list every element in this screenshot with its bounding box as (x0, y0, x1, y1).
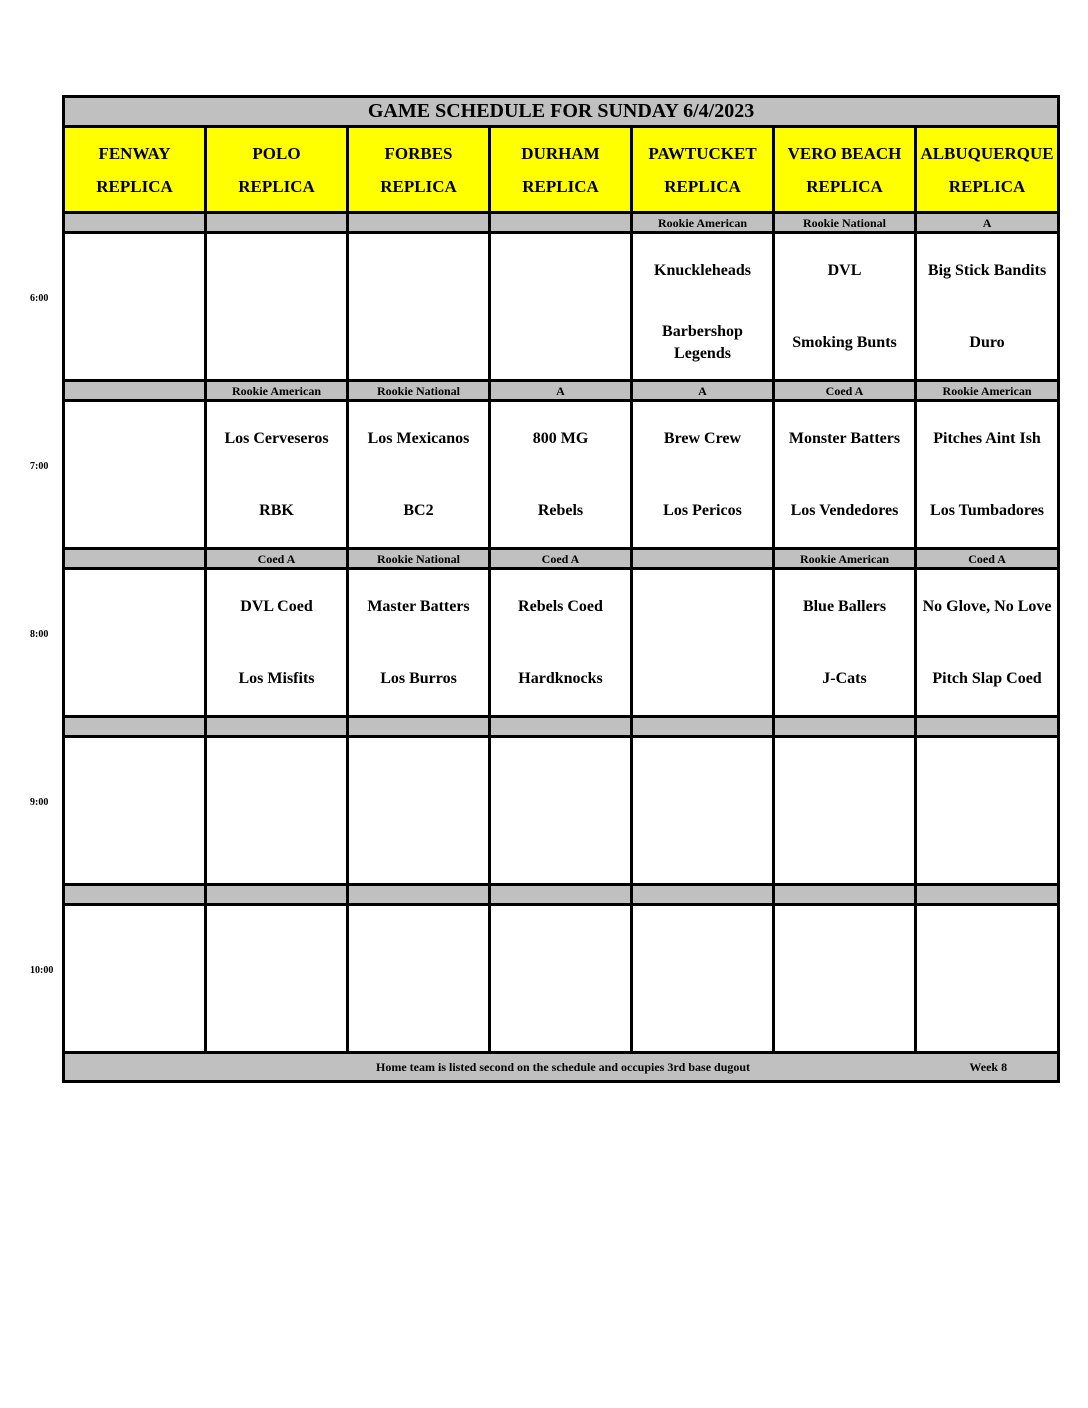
home-team (349, 979, 488, 1051)
league-row (64, 381, 1059, 401)
venue-header (916, 127, 1059, 213)
league-cell: Rookie National (348, 549, 490, 569)
game-cell (206, 401, 348, 549)
league-cell (64, 549, 206, 569)
game-cell (916, 737, 1059, 885)
league-cell (632, 885, 774, 905)
venue-header (774, 127, 916, 213)
game-cell (206, 233, 348, 381)
home-team (349, 811, 488, 883)
footer-bar (64, 1053, 1059, 1082)
away-team (65, 907, 204, 979)
away-team (349, 907, 488, 979)
home-team (491, 307, 630, 379)
game-row (64, 401, 1059, 549)
game-row (64, 737, 1059, 885)
away-team (65, 571, 204, 643)
league-cell (348, 213, 490, 233)
home-team (65, 979, 204, 1051)
venue-subtitle: REPLICA (522, 176, 599, 196)
home-team: RBK (259, 501, 294, 519)
away-team (207, 907, 346, 979)
game-cell (490, 401, 632, 549)
venue-subtitle: REPLICA (238, 176, 315, 196)
time-label: 7:00 (30, 460, 49, 472)
league-cell: Rookie National (774, 213, 916, 233)
away-team: Monster Batters (788, 429, 901, 447)
game-cell (632, 401, 774, 549)
away-team: Brew Crew (663, 429, 742, 447)
league-row (64, 213, 1059, 233)
venue-name: FORBES (384, 143, 453, 163)
home-team (349, 307, 488, 379)
venue-subtitle: REPLICA (806, 176, 883, 196)
league-cell (632, 717, 774, 737)
league-cell (64, 717, 206, 737)
league-cell: Coed A (916, 549, 1059, 569)
away-team (775, 739, 914, 811)
game-cell (64, 737, 206, 885)
away-team: Los Mexicanos (367, 429, 470, 447)
league-cell (348, 885, 490, 905)
away-team (491, 907, 630, 979)
venue-name: PAWTUCKET (648, 143, 757, 163)
game-cell (64, 569, 206, 717)
venue-header (348, 127, 490, 213)
game-cell (64, 905, 206, 1053)
away-team (633, 571, 772, 643)
game-cell (916, 233, 1059, 381)
home-team: Los Vendedores (790, 501, 899, 519)
game-cell (206, 737, 348, 885)
league-cell: Rookie National (348, 381, 490, 401)
home-team: Los Pericos (663, 501, 742, 519)
league-cell: Rookie American (206, 381, 348, 401)
home-team: Rebels (537, 501, 584, 519)
away-team (917, 907, 1057, 979)
venue-subtitle: REPLICA (664, 176, 741, 196)
home-team (775, 979, 914, 1051)
game-row (64, 905, 1059, 1053)
venue-header (490, 127, 632, 213)
league-cell (632, 549, 774, 569)
game-cell (632, 905, 774, 1053)
league-cell: A (490, 381, 632, 401)
home-team (65, 811, 204, 883)
home-team: Pitch Slap Coed (932, 669, 1042, 687)
away-team: Big Stick Bandits (927, 261, 1047, 279)
home-team: BC2 (403, 501, 434, 519)
home-team (491, 811, 630, 883)
league-cell (774, 885, 916, 905)
away-team: No Glove, No Love (922, 597, 1052, 615)
game-cell (490, 905, 632, 1053)
home-team (207, 979, 346, 1051)
home-team (917, 979, 1057, 1051)
league-cell (490, 213, 632, 233)
home-team: Barbershop Legends (662, 322, 743, 362)
home-team (917, 811, 1057, 883)
away-team: Pitches Aint Ish (933, 429, 1041, 447)
home-team (207, 307, 346, 379)
league-cell (64, 381, 206, 401)
away-team (65, 739, 204, 811)
home-team (775, 811, 914, 883)
home-team: Los Tumbadores (930, 501, 1045, 519)
game-cell (632, 233, 774, 381)
game-row (64, 233, 1059, 381)
league-cell (774, 717, 916, 737)
venue-subtitle: REPLICA (948, 176, 1026, 196)
away-team: Blue Ballers (802, 597, 887, 615)
league-row (64, 717, 1059, 737)
game-cell (774, 737, 916, 885)
game-cell (348, 569, 490, 717)
away-team (633, 907, 772, 979)
league-cell: Coed A (490, 549, 632, 569)
away-team (491, 739, 630, 811)
home-team (633, 811, 772, 883)
league-cell: Rookie American (916, 381, 1059, 401)
page-title: GAME SCHEDULE FOR SUNDAY 6/4/2023 (64, 97, 1059, 127)
league-cell: Coed A (774, 381, 916, 401)
schedule-table (62, 95, 1060, 1083)
league-cell (348, 717, 490, 737)
time-label: 6:00 (30, 292, 49, 304)
home-team: Los Misfits (238, 669, 315, 687)
away-team (65, 403, 204, 475)
league-cell: A (632, 381, 774, 401)
footer-note: Home team is listed second on the schedule and occupies 3rd base dugout (376, 1059, 751, 1074)
game-cell (64, 233, 206, 381)
venue-name: ALBUQUERQUE (920, 143, 1054, 163)
home-team (65, 475, 204, 547)
game-row (64, 569, 1059, 717)
away-team: Rebels Coed (518, 597, 603, 615)
game-cell (490, 233, 632, 381)
league-cell: Rookie American (632, 213, 774, 233)
game-cell (490, 737, 632, 885)
away-team (491, 235, 630, 307)
league-cell (206, 717, 348, 737)
away-team (207, 739, 346, 811)
league-cell (206, 885, 348, 905)
game-cell (774, 233, 916, 381)
home-team (65, 307, 204, 379)
away-team (775, 907, 914, 979)
away-team (207, 235, 346, 307)
home-team (207, 811, 346, 883)
game-cell (348, 737, 490, 885)
away-team (917, 739, 1057, 811)
away-team: Los Cerveseros (224, 429, 329, 447)
league-cell (490, 717, 632, 737)
time-label: 9:00 (30, 796, 49, 808)
away-team: 800 MG (532, 429, 589, 447)
league-cell (916, 717, 1059, 737)
league-row (64, 885, 1059, 905)
home-team: Duro (969, 333, 1005, 351)
venue-header (632, 127, 774, 213)
game-cell (774, 401, 916, 549)
league-cell (64, 213, 206, 233)
league-cell (490, 885, 632, 905)
away-team (349, 739, 488, 811)
week-label: Week 8 (969, 1059, 1008, 1074)
venue-subtitle: REPLICA (380, 176, 457, 196)
game-cell (916, 401, 1059, 549)
game-cell (206, 905, 348, 1053)
home-team (633, 979, 772, 1051)
league-cell: Coed A (206, 549, 348, 569)
game-cell (774, 569, 916, 717)
home-team (633, 643, 772, 715)
away-team (65, 235, 204, 307)
league-row (64, 549, 1059, 569)
venue-header (206, 127, 348, 213)
home-team (65, 643, 204, 715)
game-cell (916, 569, 1059, 717)
home-team: J-Cats (822, 669, 867, 687)
away-team: DVL (827, 261, 862, 279)
home-team: Smoking Bunts (792, 333, 897, 351)
game-cell (348, 401, 490, 549)
venue-header (64, 127, 206, 213)
game-cell (916, 905, 1059, 1053)
league-cell: Rookie American (774, 549, 916, 569)
league-cell (64, 885, 206, 905)
away-team: Knuckleheads (654, 261, 751, 279)
home-team: Hardknocks (518, 669, 603, 687)
home-team (491, 979, 630, 1051)
game-cell (64, 401, 206, 549)
game-cell (774, 905, 916, 1053)
away-team (633, 739, 772, 811)
game-cell (632, 737, 774, 885)
time-label: 8:00 (30, 628, 49, 640)
game-cell (632, 569, 774, 717)
venue-name: POLO (252, 143, 301, 163)
away-team (349, 235, 488, 307)
away-team: Master Batters (367, 597, 470, 615)
venue-name: VERO BEACH (787, 143, 902, 163)
league-cell: A (916, 213, 1059, 233)
venue-name: FENWAY (98, 143, 171, 163)
time-label: 10:00 (30, 964, 54, 976)
venue-subtitle: REPLICA (96, 176, 173, 196)
game-cell (348, 905, 490, 1053)
game-cell (490, 569, 632, 717)
game-cell (206, 569, 348, 717)
home-team: Los Burros (380, 669, 457, 687)
away-team: DVL Coed (240, 597, 313, 615)
venue-name: DURHAM (521, 143, 600, 163)
league-cell (916, 885, 1059, 905)
league-cell (206, 213, 348, 233)
game-cell (348, 233, 490, 381)
